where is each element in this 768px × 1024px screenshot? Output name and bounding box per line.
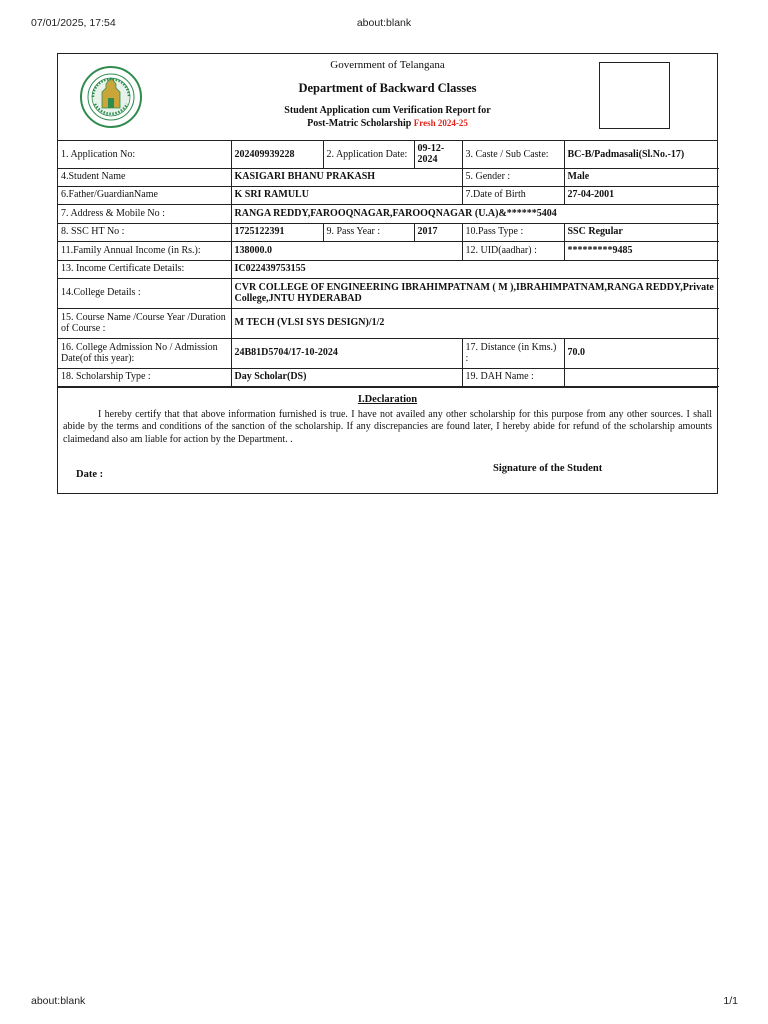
application-no-label: 1. Application No:	[58, 141, 231, 168]
table-row	[58, 186, 719, 204]
table-row	[58, 338, 719, 368]
family-income-label: 11.Family Annual Income (in Rs.):	[58, 241, 231, 260]
table-row	[58, 141, 719, 168]
table-row	[58, 204, 719, 223]
government-name: Government of Telangana	[330, 59, 445, 71]
pass-type-value: SSC Regular	[564, 223, 719, 241]
table-row	[58, 308, 719, 338]
course-value: M TECH (VLSI SYS DESIGN)/1/2	[231, 308, 719, 338]
dob-value: 27-04-2001	[564, 186, 719, 204]
application-no-value: 202409939228	[231, 141, 323, 168]
college-details-value: CVR COLLEGE OF ENGINEERING IBRAHIMPATNAM ( M ),IBRAHIMPATNAM,RANGA REDDY,Private College,JNTU HYDERABAD	[231, 278, 719, 308]
table-row	[58, 241, 719, 260]
admission-value: 24B81D5704/17-10-2024	[231, 338, 462, 368]
dah-name-value	[564, 368, 719, 386]
application-date-value: 09-12-2024	[414, 141, 462, 168]
table-row	[58, 278, 719, 308]
dob-label: 7.Date of Birth	[462, 186, 564, 204]
income-certificate-value: IC022439753155	[231, 260, 719, 278]
uid-label: 12. UID(aadhar) :	[462, 241, 564, 260]
form-header	[58, 54, 717, 141]
declaration-section	[58, 387, 717, 493]
print-page-title: about:blank	[356, 17, 412, 29]
table-row	[58, 223, 719, 241]
gender-value: Male	[564, 168, 719, 186]
ssc-ht-value: 1725122391	[231, 223, 323, 241]
details-table	[58, 141, 719, 387]
department-name: Department of Backward Classes	[298, 81, 477, 95]
pass-type-label: 10.Pass Type :	[462, 223, 564, 241]
application-form	[57, 53, 718, 494]
distance-value: 70.0	[564, 338, 719, 368]
student-name-label: 4.Student Name	[58, 168, 231, 186]
income-certificate-label: 13. Income Certificate Details:	[58, 260, 231, 278]
table-row	[58, 260, 719, 278]
scholarship-type-label: 18. Scholarship Type :	[58, 368, 231, 386]
address-label: 7. Address & Mobile No :	[58, 204, 231, 223]
college-details-label: 14.College Details :	[58, 278, 231, 308]
declaration-title: I.Declaration	[357, 393, 418, 405]
report-title-line1: Student Application cum Verification Report for	[284, 105, 491, 116]
gender-label: 5. Gender :	[462, 168, 564, 186]
print-page-count: 1/1	[723, 995, 738, 1007]
caste-label: 3. Caste / Sub Caste:	[462, 141, 564, 168]
print-datetime: 07/01/2025, 17:54	[31, 17, 116, 29]
declaration-text: I hereby certify that that above information furnished is true. I have not availed any other scholarship for this purpose from any other sources. I shall abide by the terms and conditions of the sanction of the scholarship. If any discrepancies are found later, I hereby abide for refund of the scholarship amounts claimedand also am liable for action by the Department. .	[63, 408, 712, 445]
father-name-label: 6.Father/GuardianName	[58, 186, 231, 204]
table-row	[58, 368, 719, 386]
signature-label: Signature of the Student	[493, 462, 603, 474]
date-label: Date :	[76, 468, 104, 480]
photo-box	[599, 62, 670, 129]
address-value: RANGA REDDY,FAROOQNAGAR,FAROOQNAGAR (U.A)&******5404	[231, 204, 719, 223]
ssc-ht-label: 8. SSC HT No :	[58, 223, 231, 241]
admission-label: 16. College Admission No / Admission Date(of this year):	[58, 338, 231, 368]
report-title-scheme: Post-Matric Scholarship	[307, 118, 412, 129]
distance-label: 17. Distance (in Kms.) :	[462, 338, 564, 368]
fresh-year-badge: Fresh 2024-25	[413, 118, 468, 128]
family-income-value: 138000.0	[231, 241, 462, 260]
student-name-value: KASIGARI BHANU PRAKASH	[231, 168, 462, 186]
table-row	[58, 168, 719, 186]
pass-year-value: 2017	[414, 223, 462, 241]
father-name-value: K SRI RAMULU	[231, 186, 462, 204]
dah-name-label: 19. DAH Name :	[462, 368, 564, 386]
print-footer-url: about:blank	[31, 995, 86, 1007]
pass-year-label: 9. Pass Year :	[323, 223, 414, 241]
uid-value: *********9485	[564, 241, 719, 260]
scholarship-type-value: Day Scholar(DS)	[231, 368, 462, 386]
caste-value: BC-B/Padmasali(Sl.No.-17)	[564, 141, 719, 168]
application-date-label: 2. Application Date:	[323, 141, 414, 168]
course-label: 15. Course Name /Course Year /Duration of Course :	[58, 308, 231, 338]
